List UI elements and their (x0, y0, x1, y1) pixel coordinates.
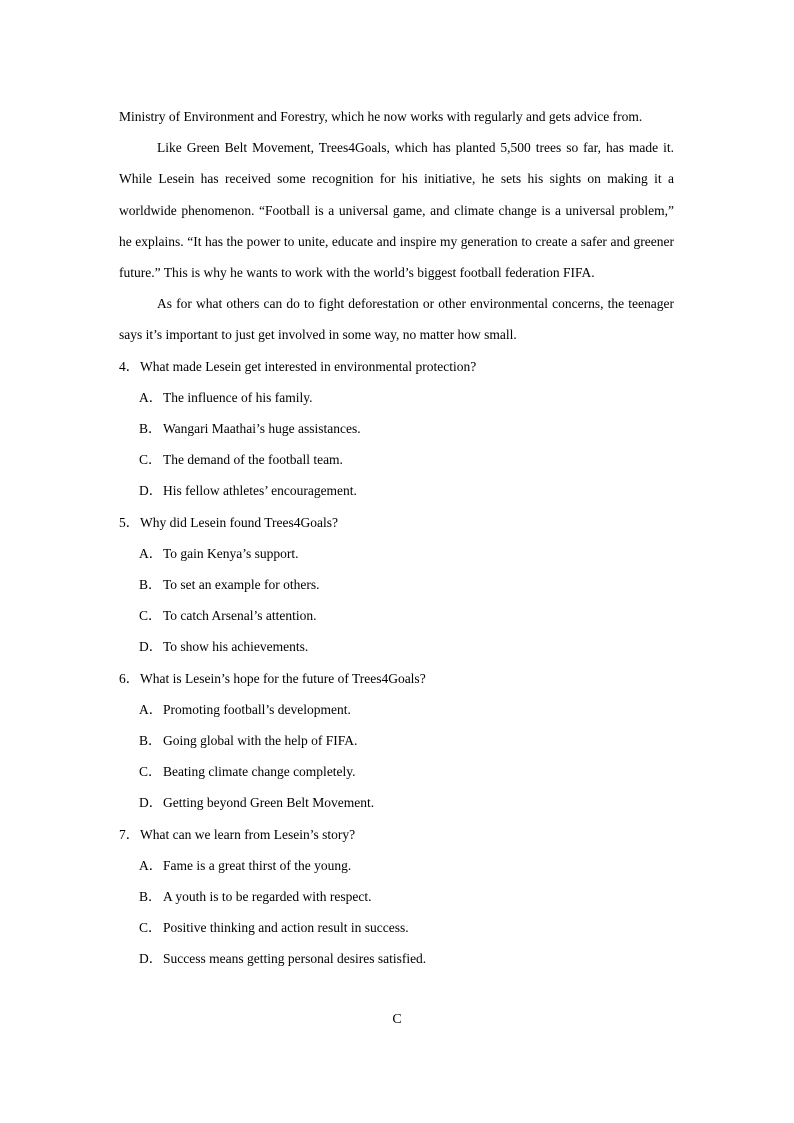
option-letter: C． (139, 764, 162, 780)
option-5d (119, 631, 674, 662)
question-block-7 (119, 819, 674, 975)
option-letter: D． (139, 483, 163, 499)
option-letter: A． (139, 545, 163, 561)
option-text: To set an example for others. (163, 577, 320, 593)
question-number: 4． (119, 358, 140, 374)
option-text: Success means getting personal desires satisfied. (163, 951, 427, 967)
question-text: What is Lesein’s hope for the future of Trees4Goals? (140, 670, 426, 686)
option-6b (119, 725, 674, 756)
option-letter: B． (139, 577, 162, 593)
option-7c (119, 912, 674, 943)
option-text: Beating climate change completely. (163, 764, 356, 780)
option-7b (119, 881, 674, 912)
question-block-6 (119, 663, 674, 819)
option-text: The demand of the football team. (163, 452, 343, 468)
passage-paragraph-3: As for what others can do to fight deforestation or other environmental concerns, the teenager says it’s important to just get involved in some way, no matter how small. (119, 296, 674, 343)
option-text: Promoting football’s development. (163, 701, 351, 717)
question-text: What made Lesein get interested in environmental protection? (140, 358, 477, 374)
option-7d (119, 943, 674, 974)
option-letter: A． (139, 389, 163, 405)
section-marker: C (392, 1012, 402, 1027)
passage-paragraph-1: Ministry of Environment and Forestry, which he now works with regularly and gets advice from. (119, 109, 643, 124)
option-5a (119, 538, 674, 569)
option-text: His fellow athletes’ encouragement. (163, 483, 357, 499)
question-block-5 (119, 507, 674, 663)
option-text: To catch Arsenal’s attention. (163, 608, 317, 624)
option-5c (119, 600, 674, 631)
option-letter: D． (139, 639, 163, 655)
option-text: Wangari Maathai’s huge assistances. (163, 421, 361, 437)
option-text: Going global with the help of FIFA. (163, 733, 358, 749)
option-4b (119, 413, 674, 444)
option-4a (119, 382, 674, 413)
option-letter: B． (139, 733, 162, 749)
passage-paragraph-2: Like Green Belt Movement, Trees4Goals, which has planted 5,500 trees so far, has made it. While Lesein has received some recognition for his initiative, he sets his sights on making it a worldwide phenomenon. “Football is a universal game, and climate change is a universal problem,” he explains. “It has the power to unite, educate and inspire my generation to create a safer and greener future.” This is why he wants to work with the world’s biggest football federation FIFA. (119, 140, 674, 281)
option-letter: C． (139, 452, 162, 468)
option-6c (119, 756, 674, 787)
question-number: 6． (119, 670, 140, 686)
option-letter: D． (139, 795, 163, 811)
option-4c (119, 444, 674, 475)
question-text: Why did Lesein found Trees4Goals? (140, 514, 338, 530)
option-letter: C． (139, 920, 162, 936)
option-letter: B． (139, 889, 162, 905)
question-text: What can we learn from Lesein’s story? (140, 826, 356, 842)
option-letter: A． (139, 857, 163, 873)
option-text: Fame is a great thirst of the young. (163, 857, 352, 873)
question-block-4 (119, 351, 674, 507)
question-5 (119, 507, 674, 538)
option-6d (119, 787, 674, 818)
option-text: To gain Kenya’s support. (163, 545, 299, 561)
option-letter: A． (139, 701, 163, 717)
option-text: The influence of his family. (163, 389, 313, 405)
option-text: Getting beyond Green Belt Movement. (163, 795, 375, 811)
option-text: To show his achievements. (163, 639, 309, 655)
option-4d (119, 475, 674, 506)
option-letter: B． (139, 421, 162, 437)
question-number: 7． (119, 826, 140, 842)
option-letter: D． (139, 951, 163, 967)
question-4 (119, 351, 674, 382)
option-letter: C． (139, 608, 162, 624)
document-body (119, 101, 674, 975)
question-number: 5． (119, 514, 140, 530)
option-text: A youth is to be regarded with respect. (163, 889, 372, 905)
option-5b (119, 569, 674, 600)
option-7a (119, 850, 674, 881)
question-6 (119, 663, 674, 694)
question-7 (119, 819, 674, 850)
option-text: Positive thinking and action result in success. (163, 920, 409, 936)
option-6a (119, 694, 674, 725)
